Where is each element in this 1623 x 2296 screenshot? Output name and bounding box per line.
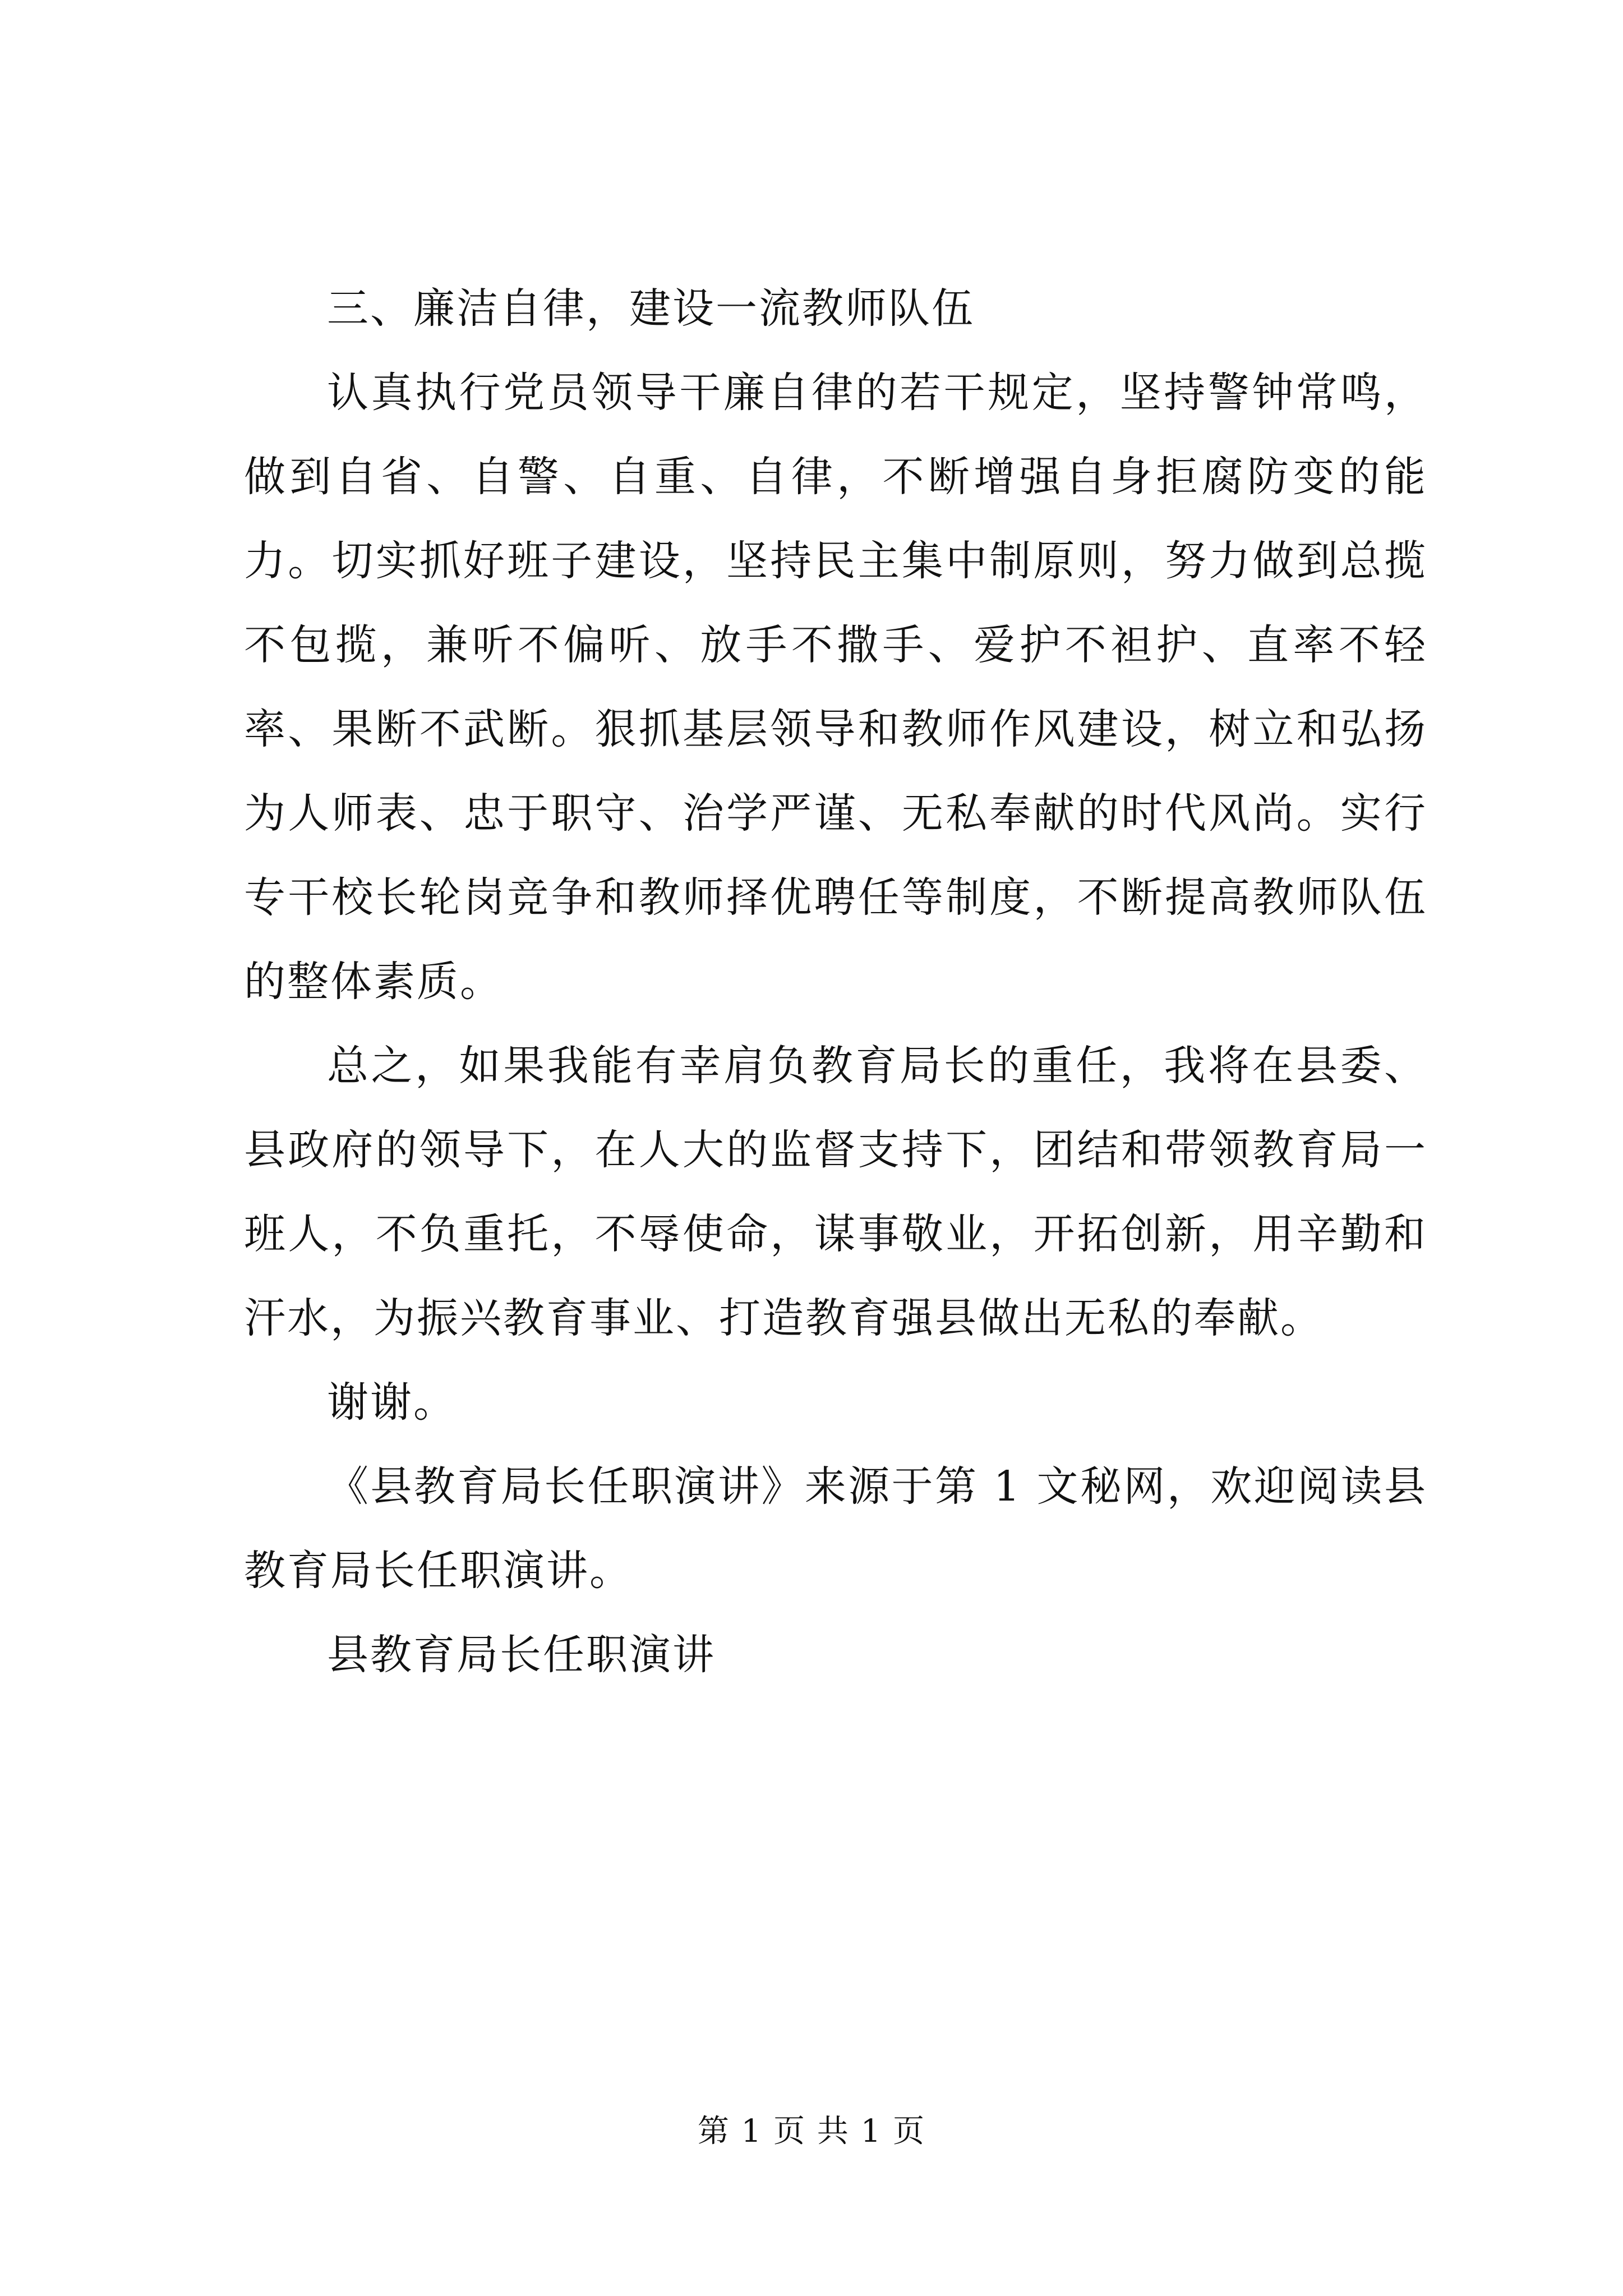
page-footer: 第 1 页 共 1 页 bbox=[697, 2113, 926, 2150]
document-body bbox=[244, 266, 1427, 1697]
paragraph-conclusion: 总之，如果我能有幸肩负教育局长的重任，我将在县委、县政府的领导下，在人大的监督支持下，团结和带领教育局一班人，不负重托，不辱使命，谋事敬业，开拓创新，用辛勤和汗水，为振兴教育事业、打造教育强县做出无私的奉献。 bbox=[244, 1042, 1427, 1342]
section-heading: 三、廉洁自律，建设一流教师队伍 bbox=[327, 284, 975, 333]
paragraph-thanks: 谢谢。 bbox=[327, 1378, 457, 1427]
paragraph-title-repeat: 县教育局长任职演讲 bbox=[327, 1631, 716, 1679]
paragraph-source: 《县教育局长任职演讲》来源于第 1 文秘网，欢迎阅读县教育局长任职演讲。 bbox=[244, 1462, 1427, 1595]
paragraph-integrity: 认真执行党员领导干廉自律的若干规定，坚持警钟常鸣，做到自省、自警、自重、自律，不断增强自身拒腐防变的能力。切实抓好班子建设，坚持民主集中制原则，努力做到总揽不包揽，兼听不偏听、放手不撒手、爱护不袒护、直率不轻率、果断不武断。狠抓基层领导和教师作风建设，树立和弘扬为人师表、忠于职守、治学严谨、无私奉献的时代风尚。实行专干校长轮岗竞争和教师择优聘任等制度，不断提高教师队伍的整体素质。 bbox=[244, 369, 1427, 1006]
